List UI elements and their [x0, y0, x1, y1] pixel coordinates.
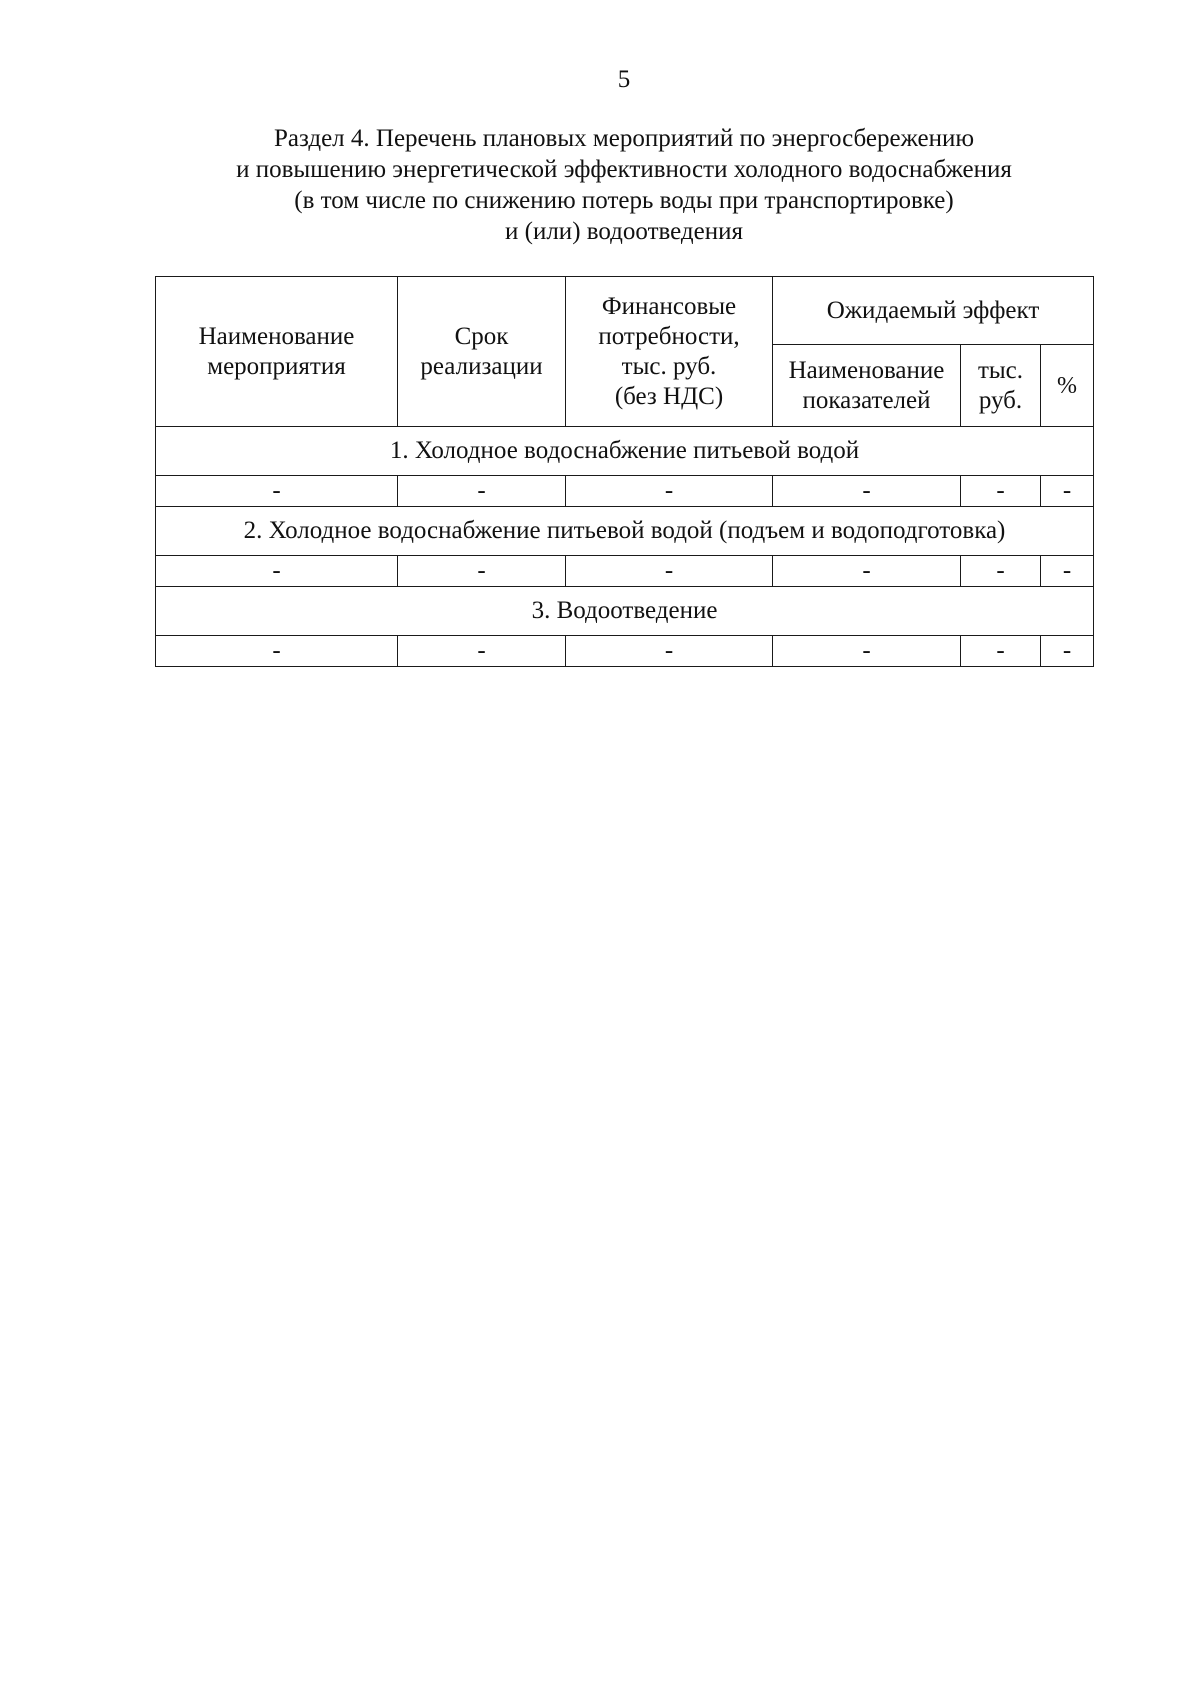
title-line: и (или) водоотведения: [505, 218, 743, 245]
title-line: Раздел 4. Перечень плановых мероприятий по энергосбережению: [273, 125, 975, 152]
section-title-cell: 3. Водоотведение: [156, 587, 1094, 636]
header-text: Финансовые: [601, 292, 737, 320]
header-text: Наименование: [788, 356, 945, 384]
section-row: [156, 587, 1094, 636]
table-cell: -: [773, 636, 961, 667]
header-indicator-name: [773, 345, 961, 427]
table-row: [156, 636, 1094, 667]
header-text: Срок: [454, 322, 509, 350]
section-title-cell: 1. Холодное водоснабжение питьевой водой: [156, 427, 1094, 476]
header-text: мероприятия: [207, 352, 346, 380]
section-title-cell: 2. Холодное водоснабжение питьевой водой (подъем и водоподготовка): [156, 507, 1094, 556]
table-row: [156, 556, 1094, 587]
title-line: (в том числе по снижению потерь воды при транспортировке): [294, 187, 954, 214]
table-cell: -: [156, 556, 398, 587]
table-cell: -: [398, 476, 566, 507]
section-row: [156, 507, 1094, 556]
page-number: 5: [617, 66, 631, 93]
header-text: тыс. руб.: [621, 352, 717, 380]
measures-table: [155, 276, 1094, 667]
header-text: потребности,: [598, 322, 740, 350]
table-cell: -: [773, 476, 961, 507]
header-term: [398, 277, 566, 427]
header-percent: %: [1041, 345, 1094, 427]
table-cell: -: [1041, 556, 1094, 587]
table-cell: -: [566, 636, 773, 667]
header-text: реализации: [420, 352, 543, 380]
table-row: [156, 476, 1094, 507]
header-thousand-rub: [961, 345, 1041, 427]
section-row: [156, 427, 1094, 476]
header-text: показателей: [802, 386, 931, 414]
table-cell: -: [1041, 636, 1094, 667]
header-text: Наименование: [198, 322, 355, 350]
table-cell: -: [566, 556, 773, 587]
header-finance: [566, 277, 773, 427]
table-cell: -: [961, 476, 1041, 507]
table-cell: -: [398, 636, 566, 667]
header-row: [156, 277, 1094, 345]
table-cell: -: [156, 476, 398, 507]
header-measure-name: [156, 277, 398, 427]
table-cell: -: [961, 556, 1041, 587]
table-cell: -: [1041, 476, 1094, 507]
header-expected-effect: Ожидаемый эффект: [773, 277, 1094, 345]
header-text: (без НДС): [614, 382, 724, 410]
table-cell: -: [156, 636, 398, 667]
header-text: тыс.: [977, 356, 1024, 384]
title-line: и повышению энергетической эффективности холодного водоснабжения: [236, 156, 1012, 183]
header-text: руб.: [978, 386, 1023, 414]
section-title: [100, 123, 1148, 247]
table-cell: -: [566, 476, 773, 507]
table-cell: -: [398, 556, 566, 587]
table-cell: -: [773, 556, 961, 587]
table-cell: -: [961, 636, 1041, 667]
